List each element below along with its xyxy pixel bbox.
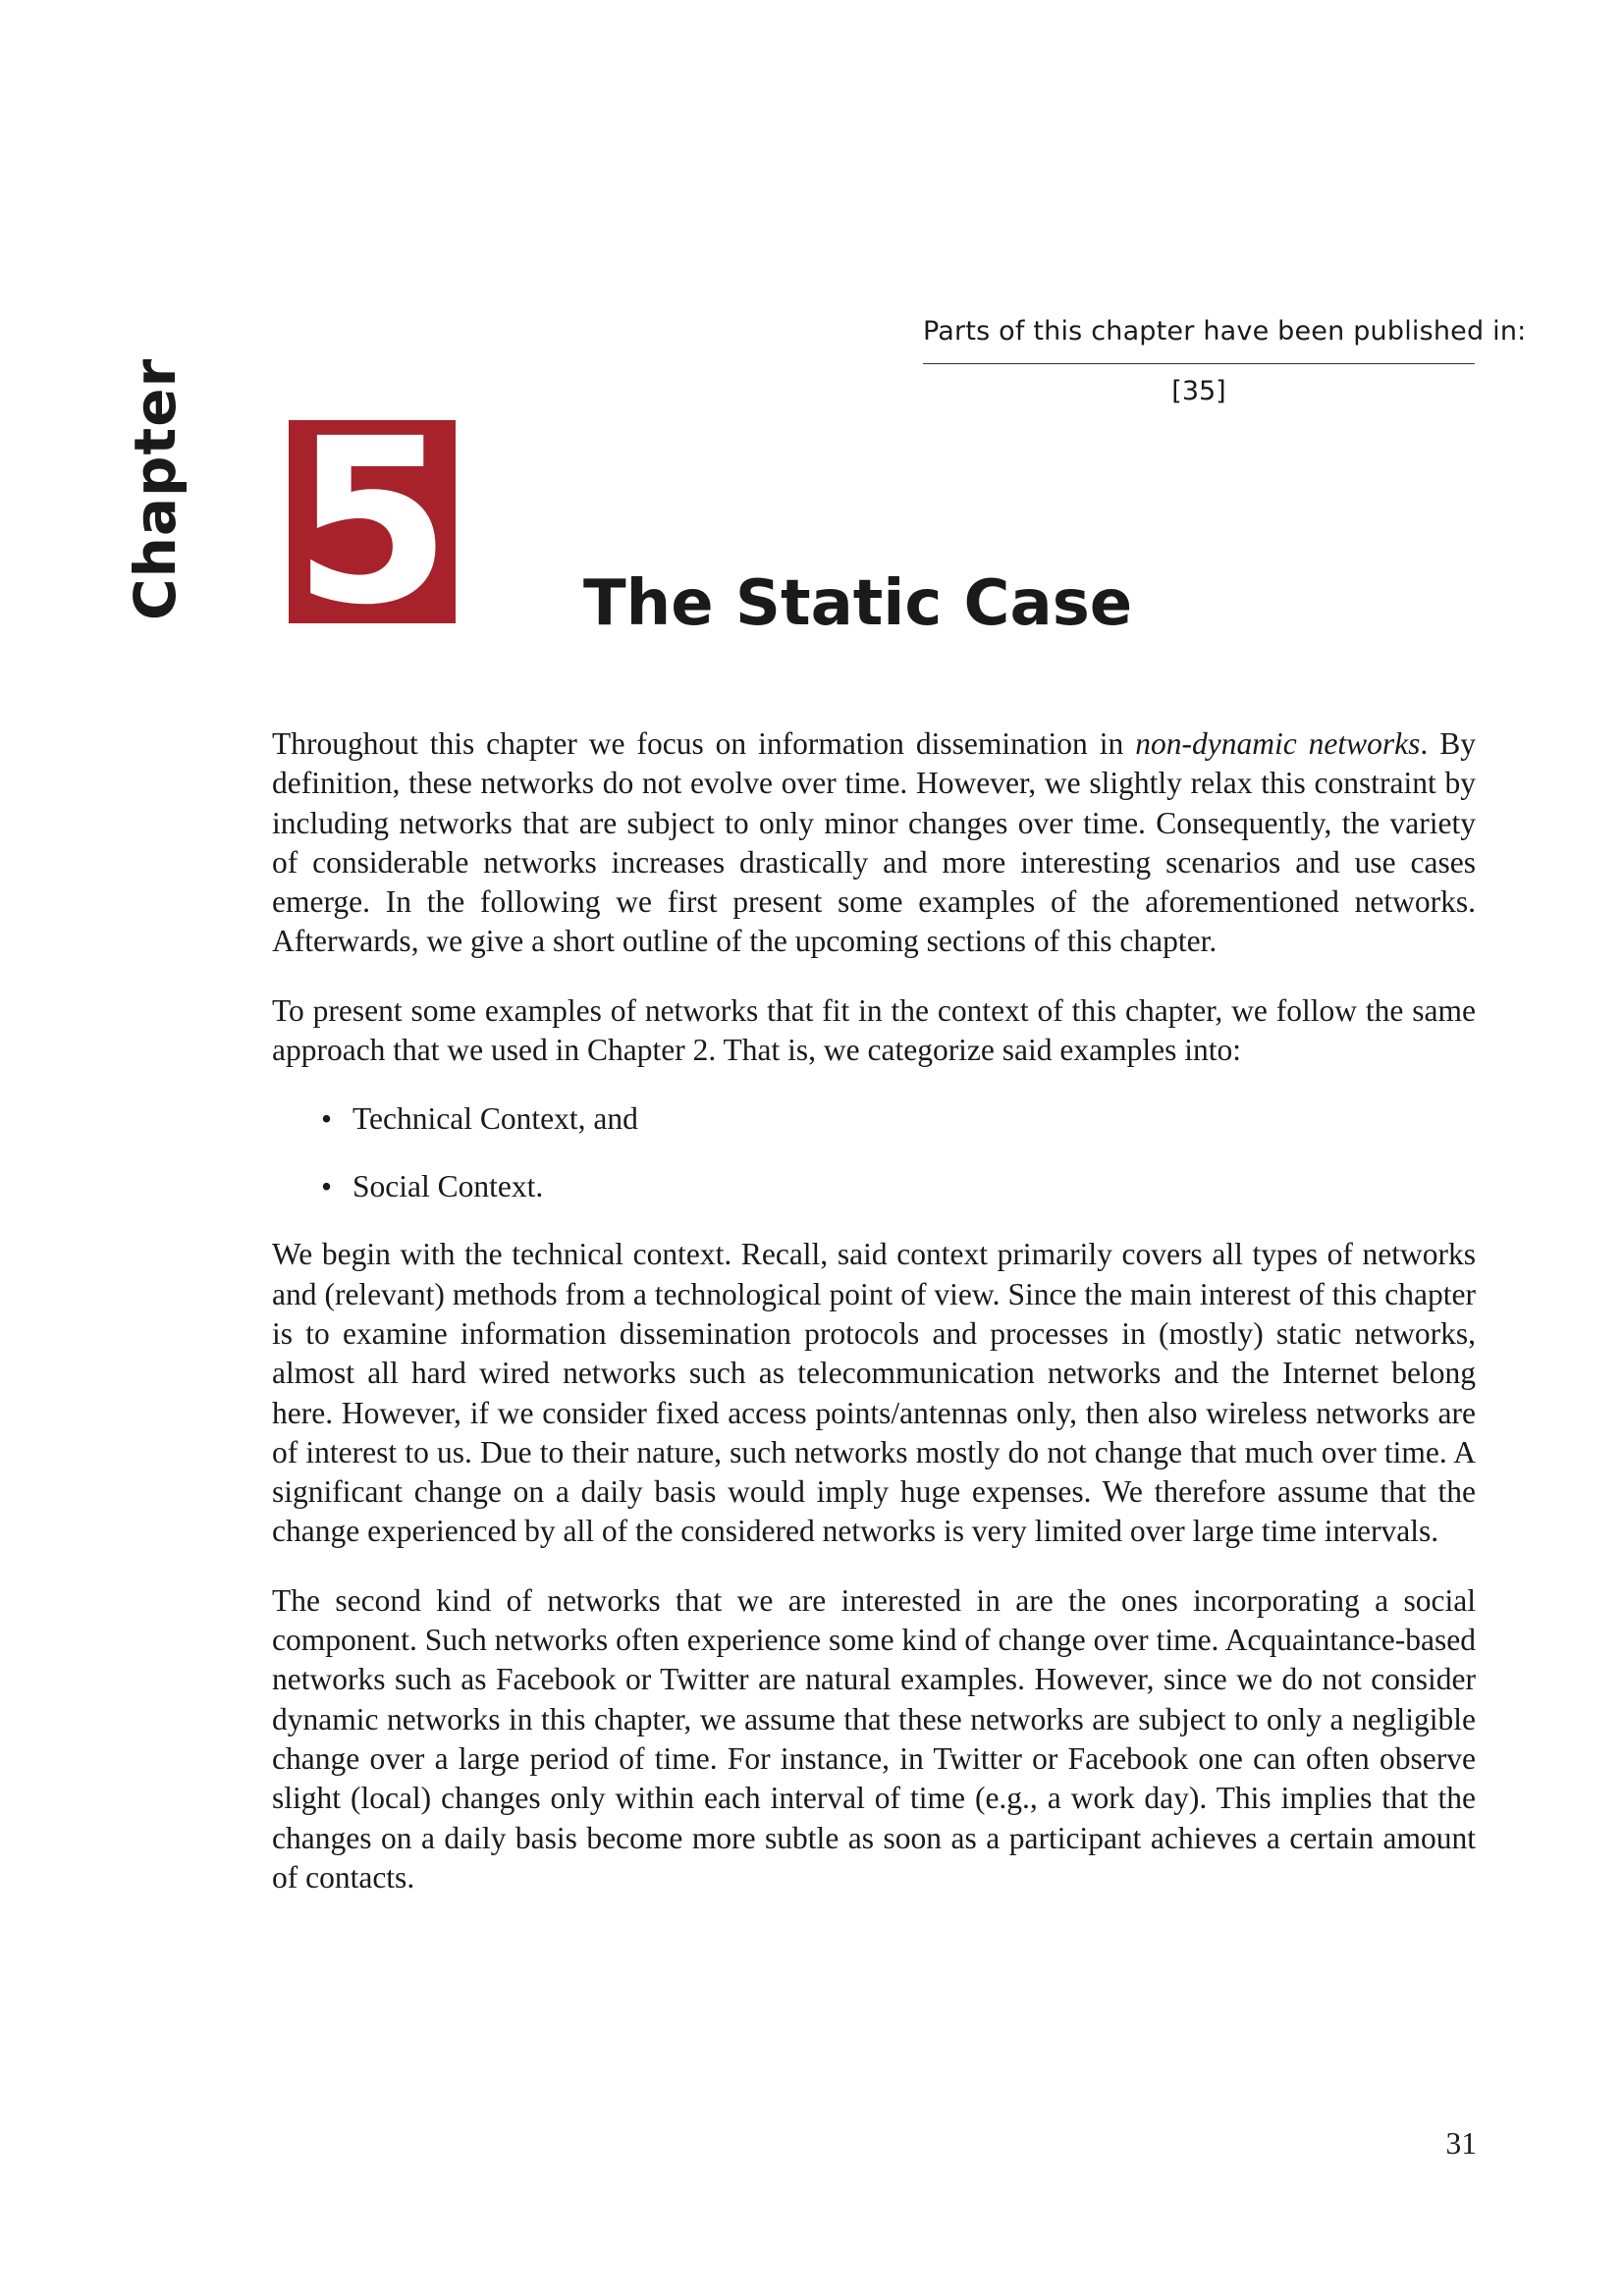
- list-item-text: Technical Context, and: [352, 1101, 638, 1137]
- paragraph-technical-context: We begin with the technical context. Recall, said context primarily covers all types of networks and (relevant) methods from a technological point of view. Since the main interest of this chapter is to examine information dissemination protocols and processes in (mostly) static networks, almost all hard wired networks such as telecommunication networks and the Internet belong here. However, if we consider fixed access points/antennas only, then also wireless networks are of interest to us. Due to their nature, such networks mostly do not change that much over time. A significant change on a daily basis would imply huge expenses. We therefore assume that the change experienced by all of the considered networks is very limited over large time intervals.: [272, 1237, 1476, 1549]
- emphasis-non-dynamic-networks: non-dynamic networks: [1135, 726, 1421, 761]
- chapter-body: [272, 724, 1476, 1927]
- chapter-label: Chapter: [122, 357, 189, 620]
- page-number: 31: [1445, 2126, 1477, 2161]
- chapter-number: 5: [293, 420, 452, 623]
- publication-divider: [923, 363, 1475, 364]
- list-item-text: Social Context.: [352, 1169, 544, 1204]
- context-list: [272, 1099, 1476, 1206]
- publication-reference-link[interactable]: [35]: [1171, 376, 1226, 406]
- bullet-icon: •: [321, 1101, 333, 1137]
- bullet-icon: •: [321, 1169, 333, 1204]
- list-item: [272, 1167, 1476, 1206]
- published-in-text: Parts of this chapter have been published in:: [923, 316, 1527, 347]
- chapter-number-box: [289, 420, 456, 623]
- list-item: [272, 1099, 1476, 1139]
- paragraph-intro: [272, 724, 1476, 962]
- paragraph-social-context: The second kind of networks that we are interested in are the ones incorporating a social component. Such networks often experience some kind of change over time. Acquaintance-based networks such as Facebook or Twitter are natural examples. However, since we do not consider dynamic networks in this chapter, we assume that these networks are subject to only a negligible change over a large period of time. For instance, in Twitter or Facebook one can often observe slight (local) changes only within each interval of time (e.g., a work day). This implies that the changes on a daily basis become more subtle as soon as a participant achieves a certain amount of contacts.: [272, 1582, 1476, 1895]
- paragraph-examples: To present some examples of networks that fit in the context of this chapter, we follow the same approach that we used in Chapter 2. That is, we categorize said examples into:: [272, 992, 1476, 1068]
- paragraph-intro-start: Throughout this chapter we focus on information dissemination in: [272, 726, 1136, 761]
- publication-note: [923, 312, 1527, 411]
- chapter-title: The Static Case: [583, 567, 1133, 640]
- paragraph-intro-rest: . By definition, these networks do not evolve over time. However, we slightly relax this constraint by including networks that are subject to only minor changes over time. Consequently, the variety of considerable networks increases drastically and more interesting scenarios and use cases emerge. In the following we first present some examples of the aforementioned networks. Afterwards, we give a short outline of the upcoming sections of this chapter.: [272, 726, 1476, 959]
